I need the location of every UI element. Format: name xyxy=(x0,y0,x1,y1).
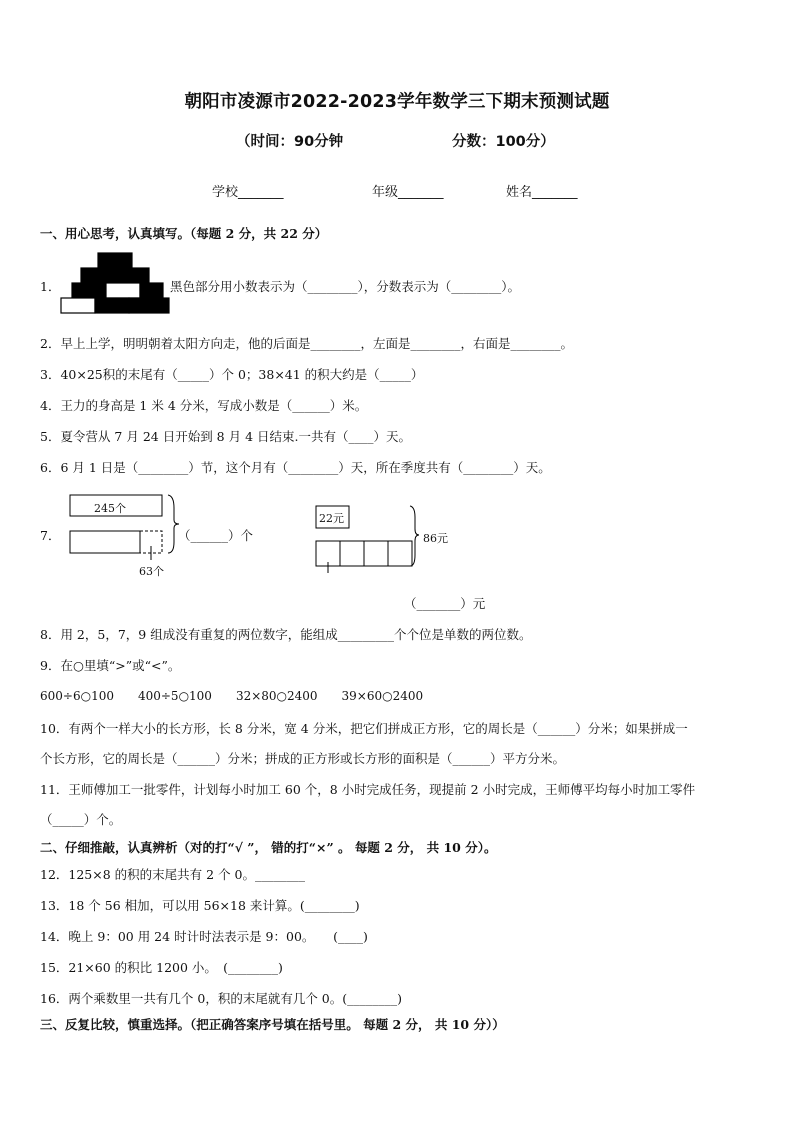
name-field: 姓名_______ xyxy=(506,185,578,200)
q12: 12．125×8 的积的末尾共有 2 个 0。________ xyxy=(40,867,305,882)
q9: 9．在○里填“>”或“<”。 xyxy=(40,658,181,673)
q1-text: 黑色部分用小数表示为（________），分数表示为（________）。 xyxy=(170,279,521,294)
q11-line2: （_____）个。 xyxy=(40,812,122,827)
q10-line2: 个长方形，它的周长是（______）分米；拼成的正方形或长方形的面积是（______）平方分米。 xyxy=(40,751,566,766)
q13: 13．18 个 56 相加，可以用 56×18 来计算。(________) xyxy=(40,898,360,913)
q16: 16．两个乘数里一共有几个 0，积的末尾就有几个 0。(________) xyxy=(40,991,403,1006)
q2: 2．早上上学，明明朝着太阳方向走，他的后面是________，左面是________，右面是________。 xyxy=(40,336,573,351)
q7-blank-count: （______）个 xyxy=(178,528,254,543)
page-title: 朝阳市凌源市2022-2023学年数学三下期末预测试题 xyxy=(184,92,610,112)
exam-score: 分数：100分） xyxy=(452,134,555,150)
q10-line1: 10．有两个一样大小的长方形，长 8 分米，宽 4 分米，把它们拼成正方形，它的周长是（______）分米；如果拼成一 xyxy=(40,721,688,736)
section-3-heading: 三、反复比较，慎重选择。（把正确答案序号填在括号里。 每题 2 分， 共 10 分）） xyxy=(40,1017,505,1032)
brick-pyramid-figure xyxy=(60,252,170,314)
q14: 14．晚上 9：00 用 24 时计时法表示是 9：00。 (____) xyxy=(40,929,368,944)
q7-label-86: 86元 xyxy=(423,532,448,545)
q9-items: 600÷6○100 400÷5○100 32×80○2400 39×60○2400 xyxy=(40,689,424,703)
q5: 5．夏令营从 7 月 24 日开始到 8 月 4 日结束.一共有（____）天。 xyxy=(40,429,411,444)
q1-number: 1． xyxy=(40,279,61,294)
section-2-heading: 二、仔细推敲，认真辨析（对的打“√ ”， 错的打“×” 。 每题 2 分， 共 10 分）。 xyxy=(40,840,497,855)
q3: 3．40×25积的末尾有（_____）个 0；38×41 的积大约是（_____） xyxy=(40,367,424,382)
grade-field: 年级_______ xyxy=(372,185,444,200)
q7-blank-yuan: （_______）元 xyxy=(404,596,486,611)
school-field: 学校_______ xyxy=(212,185,284,200)
q7-label-22: 22元 xyxy=(319,512,344,525)
q8: 8．用 2，5，7，9 组成没有重复的两位数字，能组成_________个个位是单数的两位数。 xyxy=(40,627,532,642)
section-1-heading: 一、用心思考，认真填写。（每题 2 分，共 22 分） xyxy=(40,226,328,241)
q7-label-245: 245个 xyxy=(94,502,126,515)
q7-label-63: 63个 xyxy=(139,565,164,578)
exam-time: （时间：90分钟 xyxy=(236,134,344,150)
q6: 6．6 月 1 日是（________）节，这个月有（________）天，所在季度共有（________）天。 xyxy=(40,460,551,475)
q7-number: 7． xyxy=(40,528,61,543)
q4: 4．王力的身高是 1 米 4 分米，写成小数是（______）米。 xyxy=(40,398,368,413)
q15: 15．21×60 的积比 1200 小。 (________) xyxy=(40,960,283,975)
q11-line1: 11．王师傅加工一批零件，计划每小时加工 60 个，8 小时完成任务，现提前 2 小时完成，王师傅平均每小时加工零件 xyxy=(40,782,696,797)
